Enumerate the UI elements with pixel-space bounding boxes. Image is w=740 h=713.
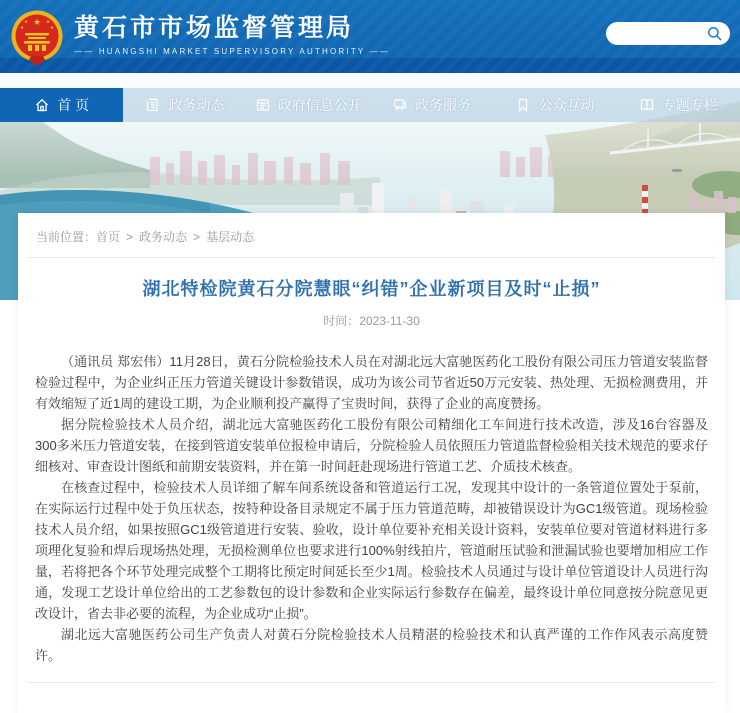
site-title-en: —— HUANGSHI MARKET SUPERVISORY AUTHORITY —— (74, 47, 391, 56)
breadcrumb-prefix: 当前位置： (36, 230, 97, 244)
svg-text:★: ★ (45, 19, 51, 24)
search-input[interactable] (540, 22, 707, 45)
svg-text:★: ★ (49, 25, 55, 30)
nav-item-home[interactable] (0, 88, 123, 122)
site-brand (74, 13, 390, 56)
article-date: 时间：2023-11-30 (323, 314, 420, 328)
main-navigation (0, 88, 740, 122)
national-emblem-logo (10, 9, 64, 67)
breadcrumb (28, 213, 715, 257)
search-icon (707, 26, 722, 41)
nav-item-info-disclosure[interactable] (247, 88, 370, 122)
breadcrumb-home[interactable]: 首页 (96, 230, 121, 244)
nav-label: 政务服务 (415, 97, 472, 113)
nav-label: 公众互动 (538, 97, 595, 113)
breadcrumb-separator: > (126, 230, 134, 244)
nav-label: 首 页 (57, 97, 90, 113)
breadcrumb-divider (28, 257, 715, 258)
article-title: 湖北特检院黄石分院慧眼“纠错”企业新项目及时“止损” (142, 279, 601, 299)
search-box (606, 22, 730, 45)
article-paragraph: 在核查过程中，检验技术人员详细了解车间系统设备和管道运行工况，发现其中设计的一条管道位置处于泵前，在实际运行过程中处于负压状态，按特种设备目录规定不属于压力管道范畴，却被错误设计为GC1级管道。现场检验技术人员介绍，如果按照GC1级管道进行安装、验收，设计单位要补充相关设计资料，安装单位要对管道材料进行多项理化复验和焊后现场热处理，无损检测单位也要求进行100%射线拍片，管道耐压试验和泄漏试验也要增加相应工作量，若将把各个环节处理完成整个工期将比预定时间延长至少1周。检验技术人员通过与设计单位管道设计人员进行沟通，发现工艺设计单位给出的工艺参数包的设计参数和企业实际运行参数存在偏差，最终设计单位同意按分院意见更改设计，省去非必要的流程，为企业成功“止损”。 (35, 480, 708, 621)
nav-item-interaction[interactable] (493, 88, 616, 122)
search-button[interactable] (707, 25, 722, 43)
svg-text:★: ★ (19, 25, 25, 30)
article-paragraph: 湖北远大富驰医药公司生产负责人对黄石分院检验技术人员精湛的检验技术和认真严谨的工作作风表示高度赞许。 (35, 627, 708, 663)
nav-item-news[interactable] (123, 88, 246, 122)
nav-label: 政府信息公开 (277, 97, 362, 113)
home-icon (34, 97, 50, 113)
site-title: 黄石市市场监督管理局 (74, 14, 355, 42)
services-icon (392, 97, 408, 113)
breadcrumb-separator: > (193, 230, 201, 244)
site-header (0, 0, 740, 73)
article-paragraph: 据分院检验技术人员介绍，湖北远大富驰医药化工股份有限公司精细化工车间进行技术改造，涉及16台容器及300多米压力管道安装，在接到管道安装单位报检申请后，分院检验人员依照压力管道监督检验相关技术规范的要求仔细核对、审查设计图纸和前期安装资料，并在第一时间赶赴现场进行管道工艺、介质技术核查。 (35, 417, 708, 474)
bookmark-icon (515, 97, 531, 113)
book-icon (639, 97, 655, 113)
breadcrumb-grassroots[interactable]: 基层动态 (206, 230, 255, 244)
nav-item-topics[interactable] (617, 88, 740, 122)
svg-text:★: ★ (23, 19, 29, 24)
article-body (28, 351, 715, 666)
nav-item-services[interactable] (370, 88, 493, 122)
news-icon (145, 97, 161, 113)
nav-label: 政务动态 (168, 97, 225, 113)
article-paragraph: （通讯员 郑宏伟）11月28日，黄石分院检验技术人员在对湖北远大富驰医药化工股份有限公司压力管道安装监督检验过程中，为企业纠正压力管道关键设计参数错误，成功为该公司节省近50万元安装、热处理、无损检测费用，并有效缩短了近1周的建设工期，为企业顺利投产赢得了宝贵时间，获得了企业的高度赞扬。 (35, 354, 708, 411)
svg-text:★: ★ (32, 17, 42, 27)
content-card (18, 213, 725, 713)
article-bottom-divider (28, 682, 715, 683)
info-disclosure-icon (255, 97, 271, 113)
nav-label: 专题专栏 (661, 97, 718, 113)
breadcrumb-news[interactable]: 政务动态 (139, 230, 188, 244)
